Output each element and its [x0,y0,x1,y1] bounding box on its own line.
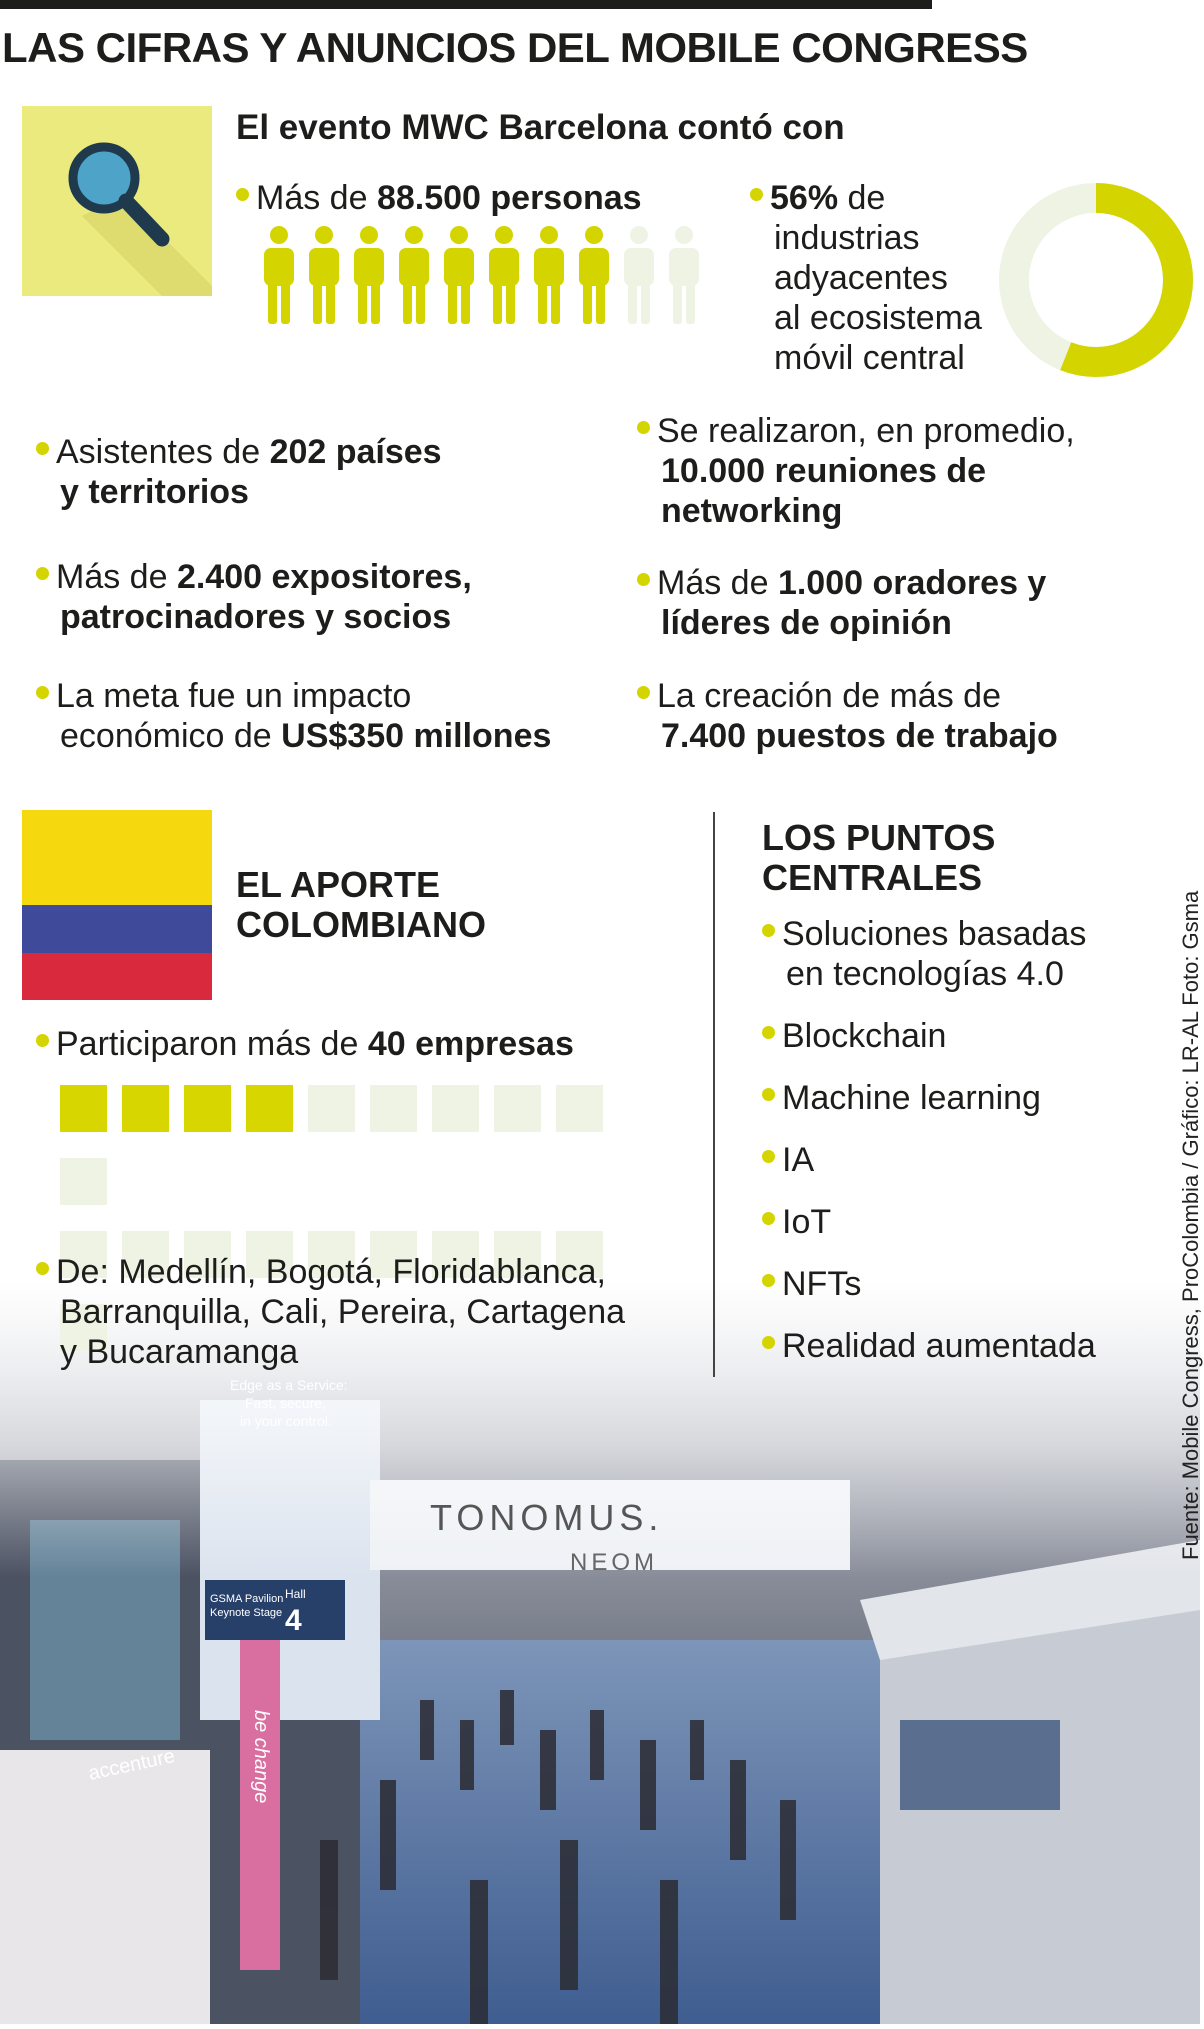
photo-hall-number: 4 [285,1604,302,1637]
bullet-icon [762,1088,775,1101]
stat-bold: 1.000 oradores y [777,564,1047,602]
bullet-icon [637,421,650,434]
grid-square-empty [60,1158,107,1205]
grid-square-filled [122,1085,169,1132]
stat-bold: 40 empresas [367,1025,574,1063]
list-item [762,1202,1096,1242]
colombia-heading [236,865,486,945]
list-item [762,1078,1096,1118]
photo-brand-sub: NEOM [570,1549,658,1576]
photo-edge-1: Edge as a Service: [230,1377,348,1393]
bullet-icon [762,1274,775,1287]
person-icon [622,226,656,331]
event-photo [0,1280,1200,2024]
stat-bold: 10.000 reuniones de [661,452,987,490]
person-icon [577,226,611,331]
central-points-heading [762,818,995,898]
grid-square-empty [556,1085,603,1132]
colombia-heading-line: COLOMBIANO [236,904,486,945]
grid-square-filled [60,1085,107,1132]
person-icon [397,226,431,331]
jobs-stat [637,676,1058,756]
page-title: LAS CIFRAS Y ANUNCIOS DEL MOBILE CONGRESS [2,24,1028,71]
magnifier-panel [22,106,212,296]
list-item [762,914,1096,954]
industries-donut [996,180,1196,380]
list-item [762,954,1096,994]
speakers-stat [637,563,1046,643]
event-heading: El evento MWC Barcelona contó con [236,108,845,147]
photo-accenture-text: accenture [86,1745,177,1785]
grid-square-empty [432,1085,479,1132]
bullet-icon [36,1262,49,1275]
list-item-text: Machine learning [782,1079,1041,1117]
bullet-icon [637,686,650,699]
source-credit: Fuente: Mobile Congress, ProColombia / Gráfico: LR-AL Foto: Gsma [1178,890,1203,1560]
central-points-heading-line: CENTRALES [762,857,983,898]
list-item-text: NFTs [782,1265,862,1303]
stat-text: De: Medellín, Bogotá, Floridablanca, [56,1253,606,1291]
person-icon [487,226,521,331]
impact-stat [36,676,551,756]
bullet-icon [36,567,49,580]
photo-banner-text: be change [250,1710,272,1804]
list-item-text: Realidad aumentada [782,1327,1096,1365]
stat-text: Participaron más de [56,1025,368,1063]
stat-bold: 202 países [269,433,442,471]
industries-stat [750,178,982,378]
photo-hall-label: Hall [285,1587,306,1601]
person-icon [667,226,701,331]
stat-text: La creación de más de [657,677,1001,715]
list-item [762,1264,1096,1304]
bullet-icon [762,924,775,937]
colombia-heading-line: EL APORTE [236,864,441,905]
bullet-icon [762,1212,775,1225]
bullet-icon [762,1336,775,1349]
grid-square-empty [308,1085,355,1132]
list-item-text: en tecnologías 4.0 [786,955,1064,993]
stat-text: Más de [56,558,177,596]
grid-square-empty [370,1085,417,1132]
list-item-text: Blockchain [782,1017,947,1055]
person-icon [532,226,566,331]
stat-text: Más de [657,564,778,602]
bullet-icon [236,188,249,201]
industries-line: al ecosistema [774,299,982,337]
persons-stat [236,178,642,218]
bullet-icon [637,573,650,586]
stat-bold: 7.400 puestos de trabajo [661,717,1058,755]
countries-stat [36,432,442,512]
column-divider [713,812,715,1377]
stat-bold: y territorios [60,473,249,511]
list-item-text: IA [782,1141,815,1179]
industries-line: móvil central [774,339,965,377]
exhibitors-stat [36,557,472,637]
industries-line: industrias [774,219,920,257]
photo-sign-1: GSMA Pavilion [210,1593,284,1605]
list-item [762,1016,1096,1056]
stat-bold: líderes de opinión [661,604,952,642]
stat-text: Asistentes de [56,433,270,471]
bullet-icon [762,1150,775,1163]
central-points-list [762,914,1096,1366]
person-icon [262,226,296,331]
stat-bold: networking [661,492,843,530]
people-pictogram [262,226,712,331]
person-icon [442,226,476,331]
bullet-icon [36,442,49,455]
colombia-flag-icon [22,810,212,1000]
persons-pre: Más de [256,179,377,217]
top-rule [0,0,932,9]
companies-stat [36,1024,574,1064]
meetings-stat [637,411,1075,531]
stat-text: y Bucaramanga [60,1333,299,1371]
search-icon [22,106,212,296]
cities-stat [36,1252,625,1372]
grid-square-filled [184,1085,231,1132]
bullet-icon [762,1026,775,1039]
person-icon [352,226,386,331]
photo-sign-2: Keynote Stage [210,1607,283,1619]
stat-bold: US$350 millones [281,717,552,755]
stat-text: Se realizaron, en promedio, [657,412,1075,450]
exhibition-hall-illustration [0,1280,1200,2024]
stat-text: Barranquilla, Cali, Pereira, Cartagena [60,1293,626,1331]
central-points-heading-line: LOS PUNTOS [762,817,996,858]
list-item [762,1326,1096,1366]
stat-bold: 2.400 expositores, [176,558,472,596]
industries-bold: 56% [770,179,839,217]
person-icon [307,226,341,331]
photo-edge-3: in your control. [240,1413,332,1429]
industries-rest: de [838,179,886,217]
stat-text: económico de [60,717,282,755]
grid-square-empty [494,1085,541,1132]
list-item-text: Soluciones basadas [782,915,1087,953]
industries-line: adyacentes [774,259,948,297]
stat-bold: patrocinadores y socios [60,598,452,636]
bullet-icon [36,686,49,699]
bullet-icon [36,1034,49,1047]
photo-brand-text: TONOMUS. [430,1497,664,1538]
photo-edge-2: Fast, secure, [245,1395,326,1411]
grid-square-filled [246,1085,293,1132]
persons-bold: 88.500 personas [376,179,642,217]
list-item-text: IoT [782,1203,832,1241]
bullet-icon [750,188,763,201]
stat-text: La meta fue un impacto [56,677,412,715]
list-item [762,1140,1096,1180]
